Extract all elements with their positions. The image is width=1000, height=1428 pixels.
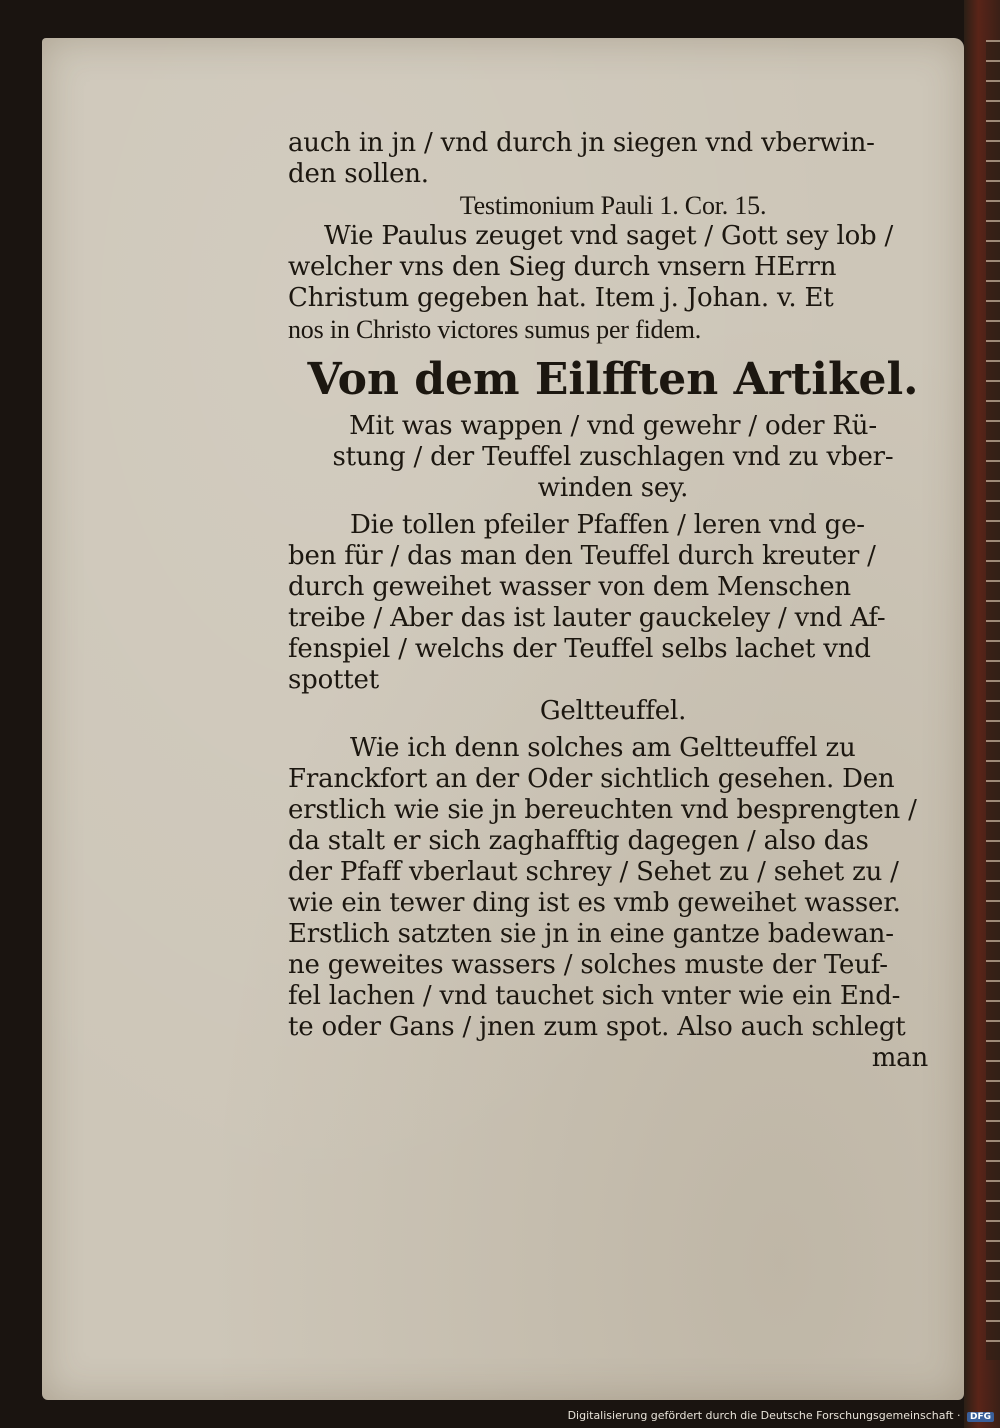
scale-ruler <box>986 40 1000 1360</box>
text-line: Wie Paulus zeuget vnd saget / Gott sey lob / <box>324 221 894 251</box>
paragraph-1 <box>288 510 938 696</box>
text-line: durch geweihet wasser von dem Menschen <box>288 572 851 602</box>
text-line: wie ein tewer ding ist es vmb geweihet wasser. <box>288 888 901 918</box>
summary-line: winden sey. <box>537 473 689 503</box>
latin-line: nos in Christo victores sumus per fidem. <box>288 315 702 344</box>
text-line: Wie ich denn solches am Geltteuffel zu <box>350 733 856 763</box>
footer-credit <box>0 1409 1000 1422</box>
page-text <box>288 128 938 1074</box>
text-line: spottet <box>288 665 379 695</box>
dfg-logo-badge: DFG <box>967 1412 994 1422</box>
text-line: Erstlich satzten sie jn in eine gantze badewan- <box>288 919 894 949</box>
text-line: welcher vns den Sieg durch vnsern HErrn <box>288 252 837 282</box>
paragraph-2 <box>288 733 938 1043</box>
text-line: ne geweites wassers / solches muste der Teuf- <box>288 950 888 980</box>
text-line: fel lachen / vnd tauchet sich vnter wie ein End- <box>288 981 901 1011</box>
text-line: auch in jn / vnd durch jn siegen vnd vberwin- <box>288 128 875 158</box>
article-heading: Von dem Eilfften Artikel. <box>307 354 919 405</box>
text-line: te oder Gans / jnen zum spot. Also auch schlegt <box>288 1012 906 1042</box>
text-line: da stalt er sich zaghafftig dagegen / also das <box>288 826 869 856</box>
subheading: Geltteuffel. <box>539 696 687 726</box>
text-line: ben für / das man den Teuffel durch kreuter / <box>288 541 876 571</box>
footer-text: Digitalisierung gefördert durch die Deutsche Forschungsgemeinschaft · <box>567 1409 961 1422</box>
text-line: erstlich wie sie jn bereuchten vnd besprengten / <box>288 795 917 825</box>
testimonium-heading: Testimonium Pauli 1. Cor. 15. <box>459 191 767 220</box>
text-line: fenspiel / welchs der Teuffel selbs lachet vnd <box>288 634 871 664</box>
text-line: den sollen. <box>288 159 429 189</box>
text-line: der Pfaff vberlaut schrey / Sehet zu / sehet zu / <box>288 857 899 887</box>
text-line: Die tollen pfeiler Pfaffen / leren vnd ge- <box>350 510 865 540</box>
catchword: man <box>871 1043 928 1073</box>
summary-line: Mit was wappen / vnd gewehr / oder Rü- <box>349 411 877 441</box>
text-line: Christum gegeben hat. Item j. Johan. v. Et <box>288 283 834 313</box>
article-summary <box>288 411 938 504</box>
text-line: Franckfort an der Oder sichtlich gesehen. Den <box>288 764 895 794</box>
summary-line: stung / der Teuffel zuschlagen vnd zu vber- <box>332 442 894 472</box>
text-line: treibe / Aber das ist lauter gauckeley / vnd Af- <box>288 603 886 633</box>
